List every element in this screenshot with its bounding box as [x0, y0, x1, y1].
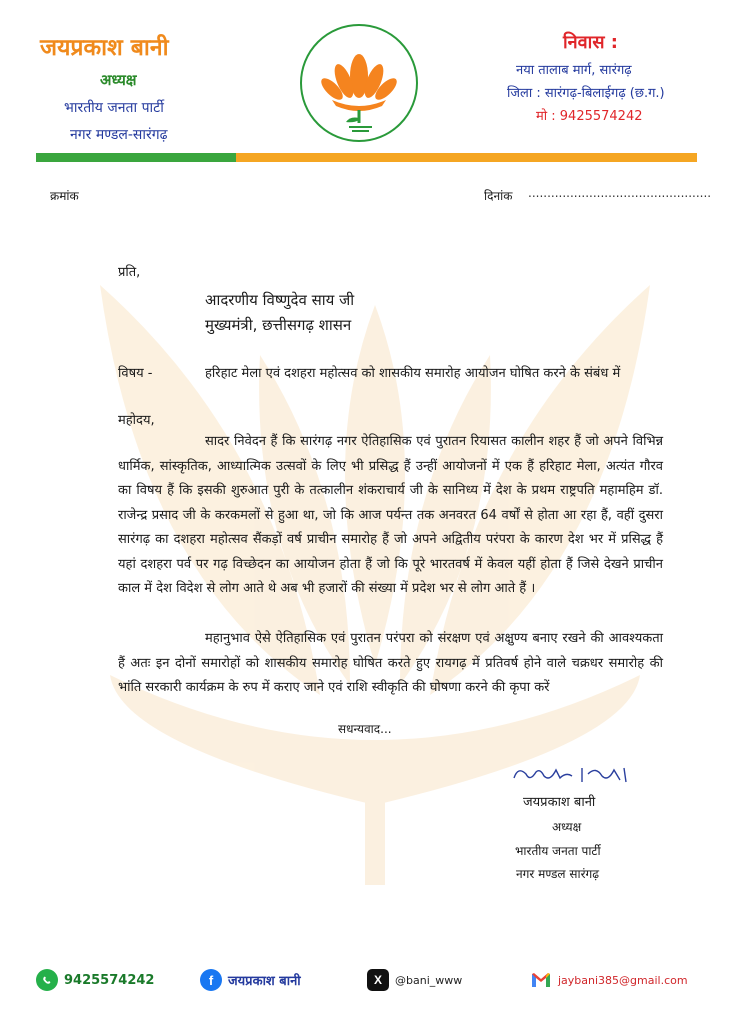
email-address: jaybani385@gmail.com	[558, 973, 688, 987]
address-line-2: जिला : सारंगढ़-बिलाईगढ़ (छ.ग.)	[507, 86, 665, 101]
to-label: प्रति,	[118, 265, 141, 280]
footer-x[interactable]	[367, 969, 462, 991]
letterhead-name: जयप्रकाश बानी	[40, 35, 169, 61]
letterhead-mandal: नगर मण्डल-सारंगढ़	[70, 127, 168, 143]
whatsapp-number: 9425574242	[64, 972, 155, 988]
header-phone: मो : 9425574242	[536, 109, 643, 124]
footer-email[interactable]	[530, 969, 688, 991]
signatory-role: अध्यक्ष	[552, 820, 582, 834]
address-line-1: नया तालाब मार्ग, सारंगढ़	[516, 63, 632, 78]
bjp-lotus-logo	[300, 24, 418, 142]
recipient-block	[205, 288, 354, 338]
reference-number-label: क्रमांक	[50, 189, 79, 203]
header-band-green	[36, 153, 236, 162]
x-icon: X	[367, 969, 389, 991]
signatory-name: जयप्रकाश बानी	[523, 795, 596, 810]
facebook-icon: f	[200, 969, 222, 991]
header-band-orange	[236, 153, 697, 162]
closing-thanks: सधन्यवाद...	[338, 722, 392, 736]
subject-text: हरिहाट मेला एवं दशहरा महोत्सव को शासकीय समारोह आयोजन घोषित करने के संबंध में	[205, 366, 621, 381]
letterhead-party: भारतीय जनता पार्टी	[64, 100, 164, 116]
signatory-party: भारतीय जनता पार्टी	[515, 844, 601, 858]
residence-heading: निवास :	[563, 32, 618, 53]
whatsapp-icon	[36, 969, 58, 991]
recipient-name: आदरणीय विष्णुदेव साय जी	[205, 291, 355, 309]
date-blank-line: ................................................	[528, 186, 712, 200]
x-handle: @bani_www	[395, 973, 463, 987]
letterhead-role: अध्यक्ष	[100, 71, 137, 89]
signatory-mandal: नगर मण्डल सारंगढ़	[516, 867, 600, 881]
gmail-icon	[530, 969, 552, 991]
salutation: महोदय,	[118, 413, 155, 428]
date-label: दिनांक	[484, 189, 513, 203]
facebook-name: जयप्रकाश बानी	[228, 974, 301, 989]
body-paragraph-1: सादर निवेदन हैं कि सारंगढ़ नगर ऐतिहासिक एवं पुरातन रियासत कालीन शहर हैं जो अपने विभिन्न धार्मिक, सांस्कृतिक, आध्यात्मिक उत्सवों के लिए भी प्रसिद्ध हैं उन्हीं आयोजनों में एक हैं हरिहाट मेला, अत्यंत गौरव का विषय हैं कि इसकी शुरुआत पुरी के तत्कालीन शंकराचार्य जी के सानिध्य में देश के प्रथम राष्ट्रपति महामहिम डॉ. राजेन्द्र प्रसाद जी के करकमलों से हुआ था, जो कि आज पर्यन्त तक अनवरत 64 वर्षों से होता आ रहा हैं, वहीं दुसरा सारंगढ़ का दशहरा महोत्सव सैंकड़ों वर्ष प्राचीन समारोह हैं जो अपने अद्वितीय परंपरा के कारण देश भर में प्रसिद्ध हैं यहां दशहरा पर्व पर गढ़ विच्छेदन का आयोजन होता हैं जो कि पूरे भारतवर्ष में केवल यहीं होता हैं जिसे देखने प्राचीन काल में देश विदेश से लोग आते थे अब भी हजारों की संख्या में प्रदेश भर से लोग आते हैं ।	[118, 434, 663, 596]
handwritten-signature	[510, 762, 635, 788]
recipient-title: मुख्यमंत्री, छत्तीसगढ़ शासन	[205, 316, 352, 334]
footer-whatsapp[interactable]	[36, 969, 154, 991]
body-paragraph-2: महानुभाव ऐसे ऐतिहासिक एवं पुरातन परंपरा को संरक्षण एवं अक्षुण्य बनाए रखने की आवश्यकता हैं अतः इन दोनों समारोहों को शासकीय समारोह घोषित करते हुए रायगढ़ में प्रतिवर्ष होने वाले चक्रधर समारोह की भांति सरकारी कार्यक्रम के रुप में कराए जाने एवं राशि स्वीकृति की घोषणा करने की कृपा करें	[118, 631, 663, 695]
subject-label: विषय -	[118, 366, 153, 381]
footer-facebook[interactable]	[200, 969, 301, 991]
